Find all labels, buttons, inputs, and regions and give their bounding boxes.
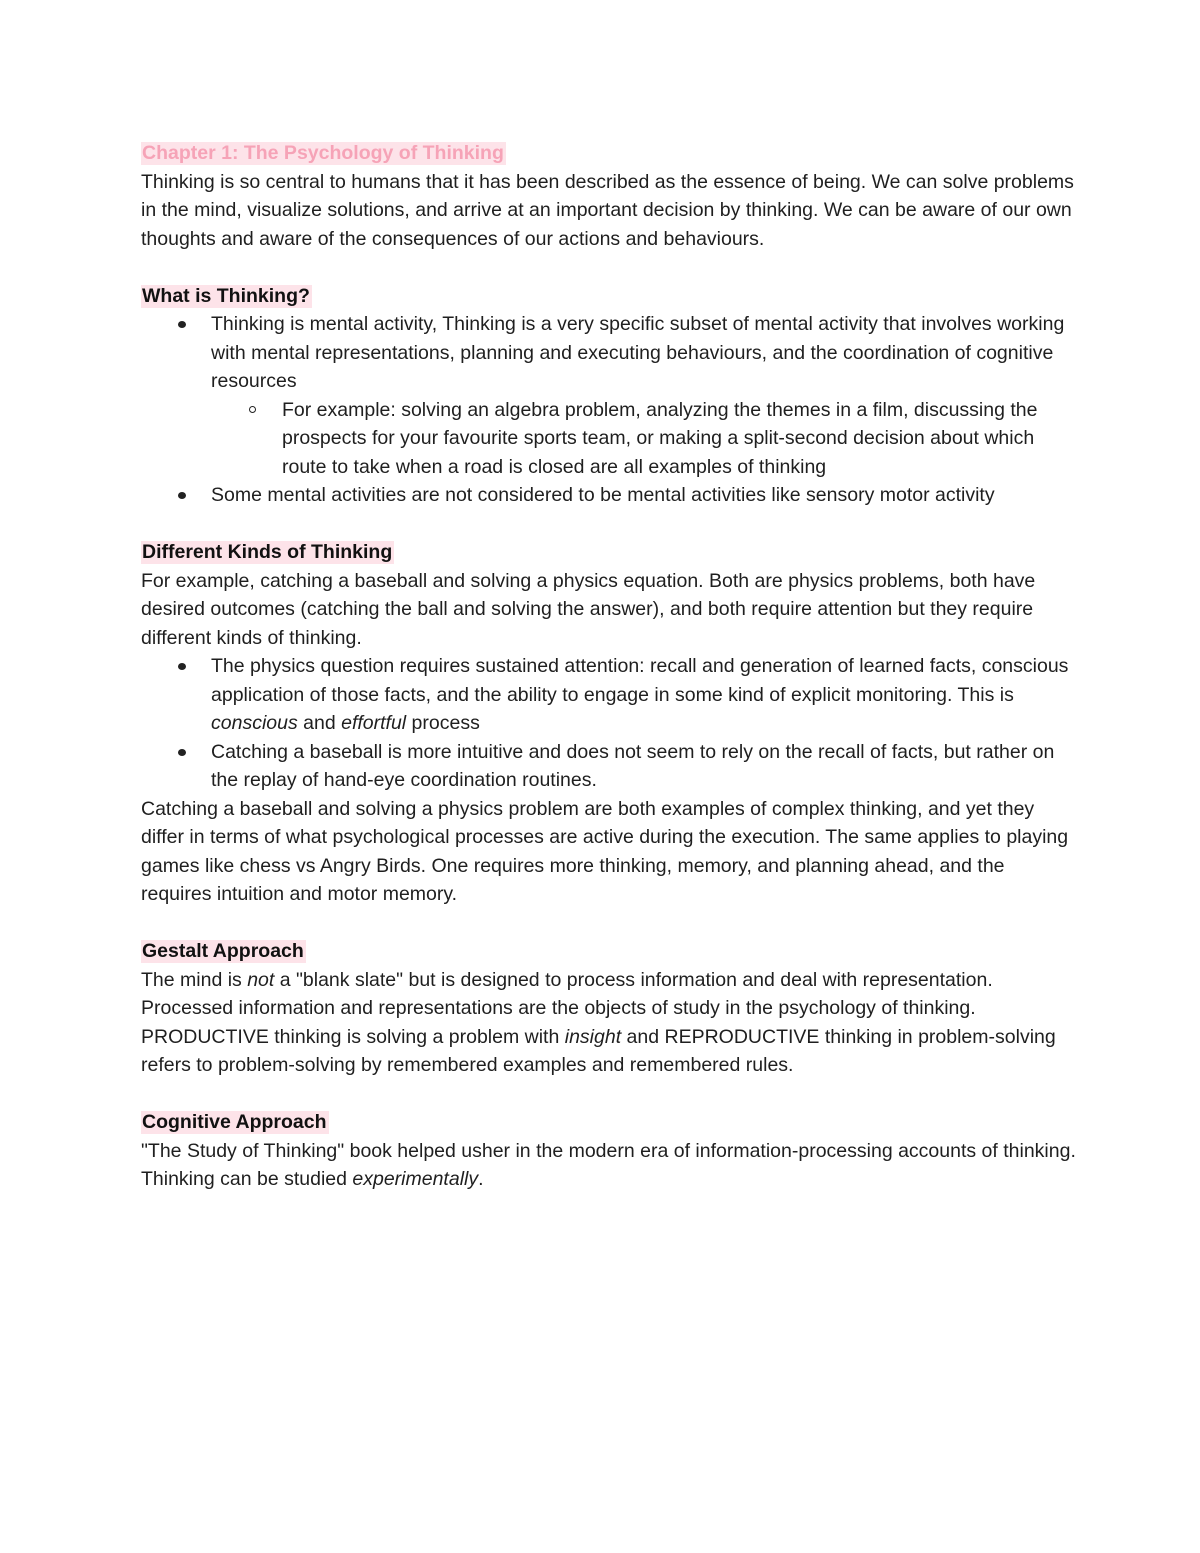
bullet-dot-icon [178, 749, 186, 756]
list-item [211, 481, 1080, 510]
section-heading-text: What is Thinking? [142, 284, 310, 307]
section-heading-text: Gestalt Approach [142, 940, 304, 962]
bullet-dot-icon [178, 663, 186, 670]
emphasis-conscious: conscious [211, 712, 298, 734]
section-heading-gestalt [141, 937, 1080, 966]
text-run: PRODUCTIVE thinking is solving a problem with [141, 1025, 565, 1048]
chapter-title: Chapter 1: The Psychology of Thinking [142, 142, 504, 164]
sub-list [211, 396, 1080, 482]
list-item [211, 738, 1080, 795]
section-heading-text: Different Kinds of Thinking [142, 541, 393, 563]
bullet-circle-icon [249, 406, 256, 413]
list-item-text: Catching a baseball is more intuitive and does not seem to rely on the recall of facts, but rather on the replay of hand-eye coordination routines. [211, 740, 1055, 791]
different-kinds-list [141, 652, 1080, 795]
section-heading-what-is-thinking [141, 282, 1080, 311]
list-item-text: Thinking is mental activity, Thinking is a very specific subset of mental activity that involves working with mental representations, planning and executing behaviours, and the coordination of cognitive resources [211, 313, 1065, 392]
gestalt-paragraph-1 [141, 966, 1080, 1023]
spacer [141, 1080, 1080, 1109]
text-run: "The Study of Thinking" book helped usher in the modern era of information-processing accounts of thinking. Thinking can be studied [141, 1139, 1076, 1190]
emphasis-insight: insight [564, 1025, 622, 1048]
gestalt-paragraph-2 [141, 1023, 1080, 1080]
sub-list-item-text: For example: solving an algebra problem, analyzing the themes in a film, discussing the prospects for your favourite sports team, or making a split-second decision about which route to take when a road is closed are all examples of thinking [282, 398, 1038, 478]
section-heading-different-kinds [141, 538, 1080, 567]
list-item-text-c: process [406, 712, 480, 734]
emphasis-not: not [247, 968, 275, 991]
emphasis-effortful: effortful [341, 712, 407, 734]
bullet-dot-icon [178, 321, 186, 328]
list-item-text: Some mental activities are not considered to be mental activities like sensory motor activity [211, 484, 995, 506]
bullet-dot-icon [178, 492, 186, 499]
cognitive-paragraph [141, 1137, 1080, 1194]
text-run: and REPRODUCTIVE thinking in problem-solving refers to problem-solving by remembered examples and remembered rules. [141, 1025, 1056, 1076]
list-item-text-b: and [297, 712, 342, 734]
list-item [211, 652, 1080, 738]
different-kinds-outro: Catching a baseball and solving a physics problem are both examples of complex thinking, and yet they differ in terms of what psychological processes are active during the execution. The same applies to playing games like chess vs Angry Birds. One requires more thinking, memory, and planning ahead, and the requires intuition and motor memory. [141, 797, 1069, 905]
list-item-text-a: The physics question requires sustained attention: recall and generation of learned facts, conscious application of those facts, and the ability to engage in some kind of explicit monitoring. This is [211, 655, 1069, 706]
spacer [141, 253, 1080, 282]
text-run: a "blank slate" but is designed to process information and deal with representation. Processed information and representations are the objects of study in the psychology of thinking. [141, 968, 993, 1019]
text-run: . [478, 1168, 484, 1190]
text-run: The mind is [141, 968, 248, 991]
chapter-heading [141, 139, 1080, 168]
different-kinds-intro: For example, catching a baseball and solving a physics equation. Both are physics problems, both have desired outcomes (catching the ball and solving the answer), and both require attention but they require different kinds of thinking. [141, 569, 1036, 649]
section-heading-text: Cognitive Approach [142, 1111, 327, 1133]
spacer [141, 510, 1080, 539]
sub-list-item [282, 396, 1080, 482]
what-is-thinking-list [141, 310, 1080, 510]
intro-paragraph: Thinking is so central to humans that it has been described as the essence of being. We can solve problems in the mind, visualize solutions, and arrive at an important decision by thinking. We can be aware of our own thoughts and aware of the consequences of our actions and behaviours. [141, 170, 1074, 250]
list-item [211, 310, 1080, 481]
spacer [141, 909, 1080, 938]
emphasis-experimentally: experimentally [352, 1168, 479, 1190]
section-heading-cognitive [141, 1108, 1080, 1137]
